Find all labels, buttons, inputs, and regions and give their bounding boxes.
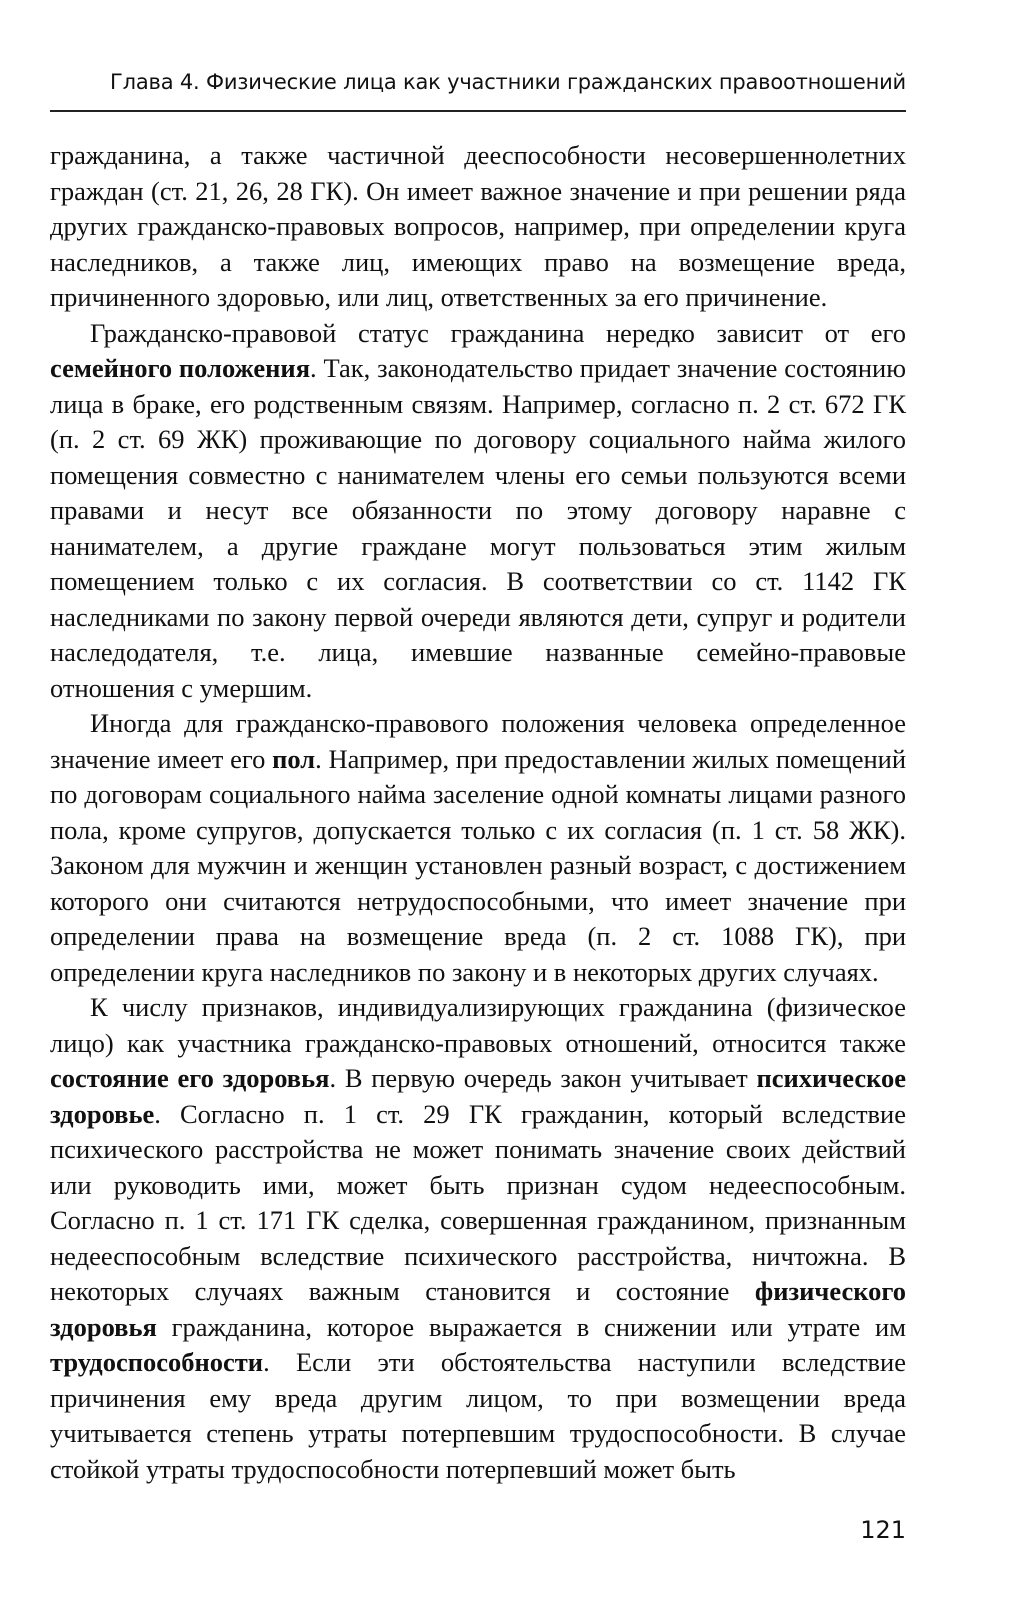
bold-term: психическое здоровье [50, 1063, 907, 1129]
text-run: . Так, законодательство придает значение состоянию лица в браке, его родственным связям. Например, согласно п. 2 ст. 672 ГК (п. 2 ст. 69 ЖК) проживающие по договору социального найма жилого помещения совместно с нанимателем члены его семьи пользуются всеми правами и несут все обязанности по этому договору наравне с нанимателем, а другие граждане могут пользоваться этим жилым помещением только с их согласия. В соответствии со ст. 1142 ГК наследниками по закону первой очереди являются дети, супруг и родители наследодателя, т.е. лица, имевшие названные семейно-правовые отношения с умершим. [50, 353, 906, 703]
text-run: К числу признаков, индивидуализирующих гражданина (физическое лицо) как участника гражданско-правовых отношений, относится также [50, 992, 906, 1058]
paragraph [50, 990, 906, 1487]
bold-term: состояние его здоровья [50, 1063, 330, 1093]
bold-term: семейного положения [50, 353, 311, 383]
text-run: Иногда для гражданско-правового положения человека определенное значение имеет его [50, 708, 906, 774]
bold-term: физического здоровья [50, 1276, 906, 1342]
body-text [50, 138, 906, 1487]
text-run: . Если эти обстоятельства наступили вследствие причинения ему вреда другим лицом, то при возмещении вреда учитывается степень утраты потерпевшим трудоспособности. В случае стойкой утраты трудоспособности потерпевший может быть [50, 1347, 906, 1484]
text-run: . В первую очередь закон учитывает [329, 1063, 757, 1093]
bold-term: пол [272, 743, 316, 774]
paragraph [50, 138, 906, 316]
paragraph [50, 706, 906, 990]
paragraph [50, 316, 906, 707]
header-rule [50, 110, 906, 112]
text-run: Гражданско-правовой статус гражданина нередко зависит от его [90, 317, 906, 348]
running-header: Глава 4. Физические лица как участники гражданских правоотношений [110, 70, 906, 94]
text-run: гражданина, а также частичной дееспособности несовершеннолетних граждан (ст. 21, 26, 28 ГК). Он имеет важное значение и при решении ряда других гражданско-правовых вопросов, например, при определении круга наследников, а также лиц, имеющих право на возмещение вреда, причиненного здоровью, или лиц, ответственных за его причинение. [50, 140, 906, 312]
text-run: . Например, при предоставлении жилых помещений по договорам социального найма заселение одной комнаты лицами разного пола, кроме супругов, допускается только с их согласия (п. 1 ст. 58 ЖК). Законом для мужчин и женщин установлен разный возраст, с достижением которого они считаются нетрудоспособными, что имеет значение при определении права на возмещение вреда (п. 2 ст. 1088 ГК), при определении круга наследников по закону и в некоторых других случаях. [50, 743, 906, 987]
text-run: . Согласно п. 1 ст. 29 ГК гражданин, который вследствие психического расстройства не может понимать значение своих действий или руководить ими, может быть признан судом недееспособным. Согласно п. 1 ст. 171 ГК сделка, совершенная гражданином, признанным недееспособным вследствие психического расстройства, ничтожна. В некоторых случаях важным становится и состояние [50, 1098, 906, 1306]
bold-term: трудоспособности [50, 1347, 264, 1377]
book-page [50, 0, 906, 1600]
text-run: гражданина, которое выражается в снижении или утрате им [156, 1311, 906, 1342]
page-number: 121 [860, 1516, 906, 1544]
